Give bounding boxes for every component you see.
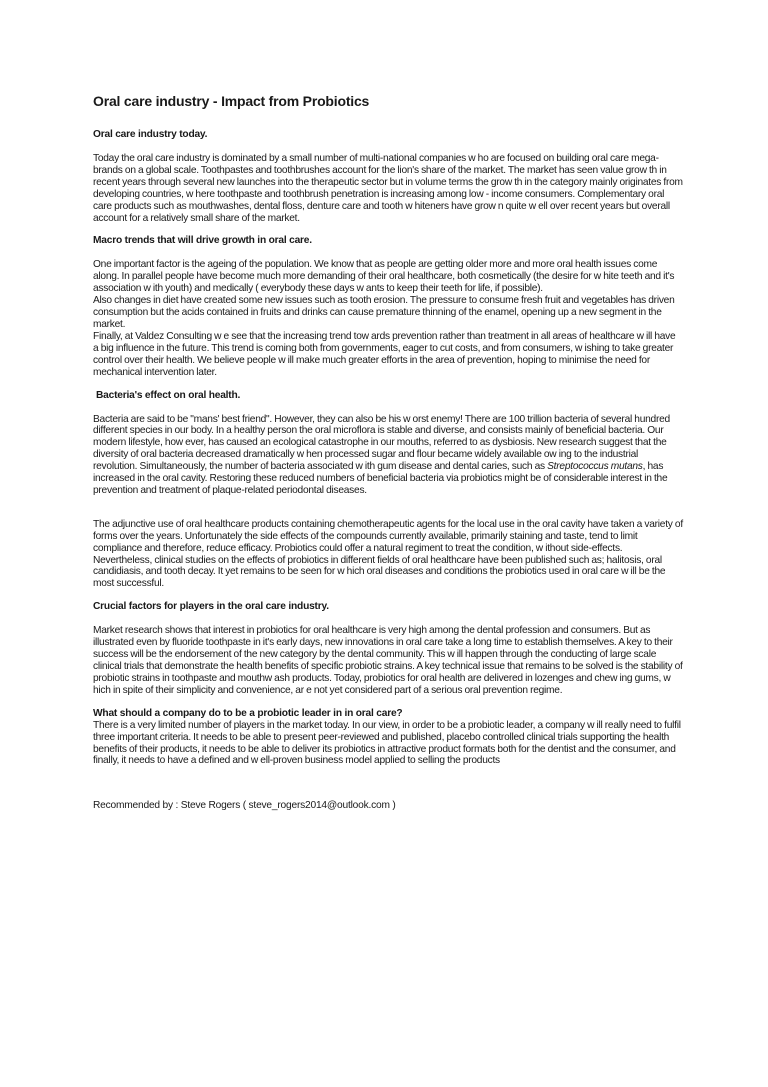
document-page [93, 93, 683, 812]
section-heading-bacteria-effect: Bacteria's effect on oral health. [96, 389, 241, 401]
document-title: Oral care industry - Impact from Probiotics [93, 93, 370, 109]
species-name: Streptococcus mutans [547, 461, 643, 473]
paragraph: Finally, at Valdez Consulting w e see that the increasing trend tow ards prevention rather than treatment in all areas of healthcare w ill have a big influence in the future. This trend is coming both from governments, eager to cut costs, and from consumers, w ishing to take greater control over their health. We believe people w ill make much greater efforts in the area of prevention, hoping to minimise the need for mechanical intervention later. [93, 330, 676, 378]
paragraph: There is a very limited number of players in the market today. In our view, in order to be a probiotic leader, a company w ill really need to fulfil three important criteria. It needs to be able to present peer-reviewed and published, placebo controlled clinical trials supporting the health benefits of their products, it needs to be able to deliver its probiotics in attractive product formats both for the dentist and the consumer, and finally, it needs to have a defined and w ell-proven business model applied to selling the products [93, 719, 681, 767]
paragraph: Also changes in diet have created some new issues such as tooth erosion. The pressure to consume fresh fruit and vegetables has driven consumption but the acids contained in fruits and drinks can cause premature thinning of the enamel, opening up a new segment in the market. [93, 295, 675, 330]
section-heading-oral-care-today: Oral care industry today. [93, 129, 208, 140]
paragraph: The adjunctive use of oral healthcare products containing chemotherapeutic agents for the local use in the oral cavity have taken a variety of forms over the years. Unfortunately the side effects of the compounds currently available, primarily staining and taste, tend to limit compliance and therefore, reduce efficacy. Probiotics could offer a natural regiment to treat the condition, w ithout side-effects. Nevertheless, clinical studies on the effects of probiotics in different fields of oral healthcare have been published such as; halitosis, oral candidiasis, and tooth decay. It yet remains to be seen for w hich oral diseases and conditions the probiotics used in oral care w ill be the most successful. [93, 518, 683, 590]
paragraph: Market research shows that interest in probiotics for oral healthcare is very high among the dental profession and consumers. But as illustrated even by fluoride toothpaste in it's early days, new innovations in oral care take a long time to establish themselves. A key to their success will be the endorsement of the new category by the dental community. This w ill happen through the conducting of large scale clinical trials that demonstrate the health benefits of specific probiotic strains. A key technical issue that remains to be solved is the stability of probiotic strains in toothpaste and mouthw ash products. Today, probiotics for oral health are delivered in lozenges and chew ing gums, w hich in spite of their simplicity and convenience, ar e not yet considered part of a serious oral prevention regime. [93, 625, 683, 696]
section-body-bacteria-effect [93, 414, 683, 497]
paragraph [93, 414, 683, 497]
section-body-macro-trends [93, 259, 683, 378]
recommendation-line: Recommended by : Steve Rogers ( steve_rogers2014@outlook.com ) [93, 800, 396, 812]
section-heading-probiotic-leader: What should a company do to be a probiotic leader in in oral care? [93, 707, 403, 719]
paragraph: Today the oral care industry is dominated by a small number of multi-national companies w ho are focused on building oral care mega-brands on a global scale. Toothpastes and toothbrushes account for the lion's share of the market. The market has seen value grow th in recent years through several new launches into the therapeutic sector but in volume terms the grow th in the category mainly originates from developing countries, w here toothpaste and toothbrush penetration is increasing among low - income consumers. Complementary oral care products such as mouthwashes, dental floss, denture care and tooth w hiteners have grow n quite w ell over recent years but overall account for a relatively small share of the market. [93, 153, 683, 224]
paragraph-text: , has increased in the oral cavity. Restoring these reduced numbers of beneficial bacteria via probiotics might be of considerable interest in the prevention and treatment of plaque-related periodontal diseases. [93, 461, 668, 496]
paragraph-text: Bacteria are said to be "mans' best friend". However, they can also be his w orst enemy! There are 100 trillion bacteria of several hundred different species in our body. In a healthy person the oral microflora is stable and diverse, and consists mainly of beneficial bacteria. Our modern lifestyle, how ever, has caused an ecological catastrophe in our mouths, referred to as dysbiosis. New research suggest that the diversity of oral bacteria decreased dramatically w hen processed sugar and flour became widely available ow ing to the industrial revolution. Simultaneously, the number of bacteria associated w ith gum disease and dental caries, such as [93, 413, 670, 473]
section-body-oral-care-today [93, 153, 683, 224]
section-body-probiotic-leader [93, 720, 683, 768]
section-body-crucial-factors [93, 625, 683, 696]
section-heading-crucial-factors: Crucial factors for players in the oral care industry. [93, 601, 329, 613]
section-heading-macro-trends: Macro trends that will drive growth in oral care. [93, 235, 312, 247]
paragraph: One important factor is the ageing of the population. We know that as people are getting older more and more oral health issues come along. In parallel people have become much more demanding of their oral healthcare, both cosmetically (the desire for w hite teeth and it's association w ith youth) and medically ( everybody these days w ants to keep their teeth for life, if possible). [93, 259, 675, 295]
section-body-adjunctive-use [93, 519, 683, 590]
